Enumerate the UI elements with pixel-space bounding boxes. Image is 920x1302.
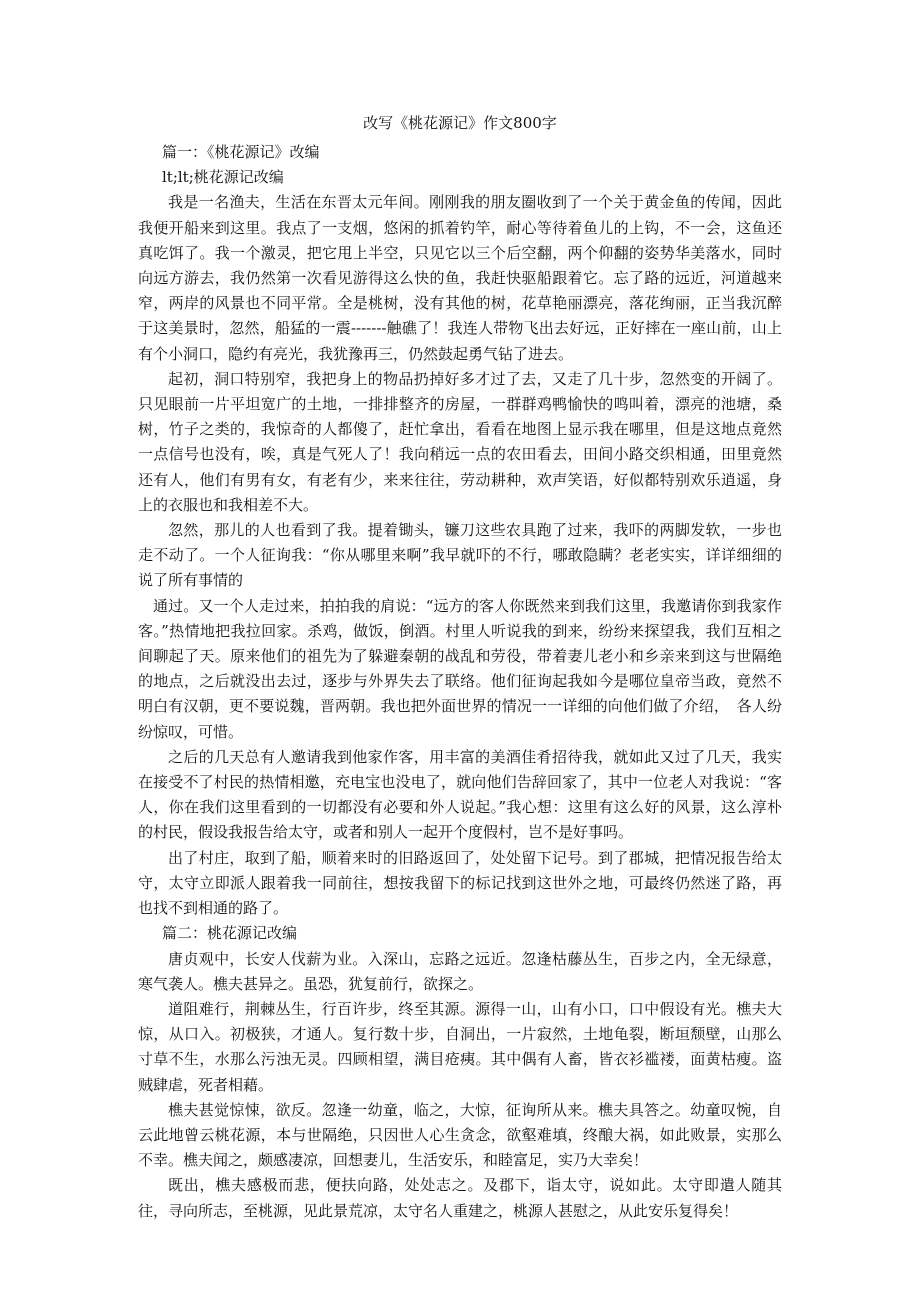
document-title: 改写《桃花源记》作文800字: [363, 114, 557, 132]
paragraph-continuation: 通过。又一个人走过来，拍拍我的肩说：“远方的客人你既然来到我们这里，我邀请你到我家作客。”热情地把我拉回家。杀鸡，做饭，倒酒。村里人听说我的到来，纷纷来探望我，我们互相之间聊起了天。原来他们的祖先为了躲避秦朝的战乱和劳役，带着妻儿老小和乡亲来到这与世隔绝的地点，之后就没出去过，逐步与外界失去了联络。他们征询起我如今是哪位皇帝当政，竟然不明白有汉朝，更不要说魏，晋两朝。我也把外面世界的情况一一详细的向他们做了介绍， 各人纷纷惊叹，可惜。: [138, 596, 782, 741]
paragraph: 我是一名渔夫，生活在东晋太元年间。刚刚我的朋友圈收到了一个关于黄金鱼的传闻，因此我便开船来到这里。我点了一支烟，悠闲的抓着钓竿，耐心等待着鱼儿的上钩，不一会，这鱼还真吃饵了。我一个激灵，把它甩上半空，只见它以三个后空翻，两个仰翻的姿势华美落水，同时向远方游去，我仍然第一次看见游得这么快的鱼，我赶快驱船跟着它。忘了路的远近，河道越来窄，两岸的风景也不同平常。全是桃树，没有其他的树，花草艳丽漂亮，落花绚丽，正当我沉醉于这美景时，忽然，船猛的一震-------触礁了！我连人带物飞出去好远，正好摔在一座山前，山上有个小洞口，隐约有亮光，我犹豫再三，仍然鼓起勇气钻了进去。: [138, 193, 782, 363]
paragraph: 起初，洞口特别窄，我把身上的物品扔掉好多才过了去，又走了几十步，忽然变的开阔了。只见眼前一片平坦宽广的土地，一排排整齐的房屋，一群群鸡鸭愉快的鸣叫着，漂亮的池塘，桑树，竹子之类的，我惊奇的人都傻了，赶忙拿出，看看在地图上显示我在哪里，但是这地点竟然一点信号也没有，唉，真是气死人了！我向稍远一点的农田看去，田间小路交织相通，田里竟然还有人，他们有男有女，有老有少，来来往往，劳动耕种，欢声笑语，好似都特别欢乐逍遥，身上的衣服也和我相差不大。: [138, 369, 782, 514]
paragraph: 出了村庄，取到了船，顺着来时的旧路返回了，处处留下记号。到了郡城，把情况报告给太守，太守立即派人跟着我一同前往，想按我留下的标记找到这世外之地，可最终仍然迷了路，再也找不到相通的路了。: [138, 848, 782, 918]
document-page: [138, 110, 782, 1224]
paragraph: 之后的几天总有人邀请我到他家作客，用丰富的美酒佳肴招待我，就如此又过了几天，我实在接受不了村民的热情相邀，充电宝也没电了，就向他们告辞回家了，其中一位老人对我说：“客人，你在我们这里看到的一切都没有必要和外人说起。”我心想：这里有这么好的风景，这么淳朴的村民，假设我报告给太守，或者和别人一起开个度假村，岂不是好事吗。: [138, 747, 782, 842]
section-heading-2: 篇二：桃花源记改编: [162, 924, 298, 943]
paragraph: 唐贞观中，长安人伐薪为业。入深山，忘路之远近。忽逢枯藤丛生，百步之内，全无绿意，寒气袭人。樵夫甚异之。虽恐，犹复前行，欲探之。: [138, 949, 782, 993]
paragraph: 既出，樵夫感极而悲，便扶向路，处处志之。及郡下，诣太守，说如此。太守即遣人随其往，寻向所志，至桃源，见此景荒凉，太守名人重建之，桃源人甚慰之，从此安乐复得矣！: [138, 1176, 782, 1220]
paragraph: 樵夫甚觉惊悚，欲反。忽逢一幼童，临之，大惊，征询所从来。樵夫具答之。幼童叹惋，自云此地曾云桃花源，本与世隔绝，只因世人心生贪念，欲壑难填，终酿大祸，如此败景，实那么不幸。樵夫闻之，颇感凄凉，回想妻儿，生活安乐，和睦富足，实乃大幸矣！: [138, 1100, 782, 1170]
section-heading-1: 篇一：《桃花源记》改编: [162, 143, 320, 161]
paragraph: 忽然，那儿的人也看到了我。提着锄头，镰刀这些农具跑了过来，我吓的两脚发软，一步也走不动了。一个人征询我：“你从哪里来啊”我早就吓的不行，哪敢隐瞒？老老实实，详详细细的说了所有事情的: [138, 521, 782, 590]
section-subheading-1: lt;lt;桃花源记改编: [162, 168, 284, 187]
paragraph: 道阻难行，荆棘丛生，行百许步，终至其源。源得一山，山有小口，口中假设有光。樵夫大惊，从口入。初极狭，才通人。复行数十步，自洞出，一片寂然，土地龟裂，断垣颓壁，山那么寸草不生，水那么污浊无灵。四顾相望，满目疮痍。其中偶有人畜，皆衣衫褴褛，面黄枯瘦。盗贼肆虐，死者相藉。: [138, 999, 782, 1094]
